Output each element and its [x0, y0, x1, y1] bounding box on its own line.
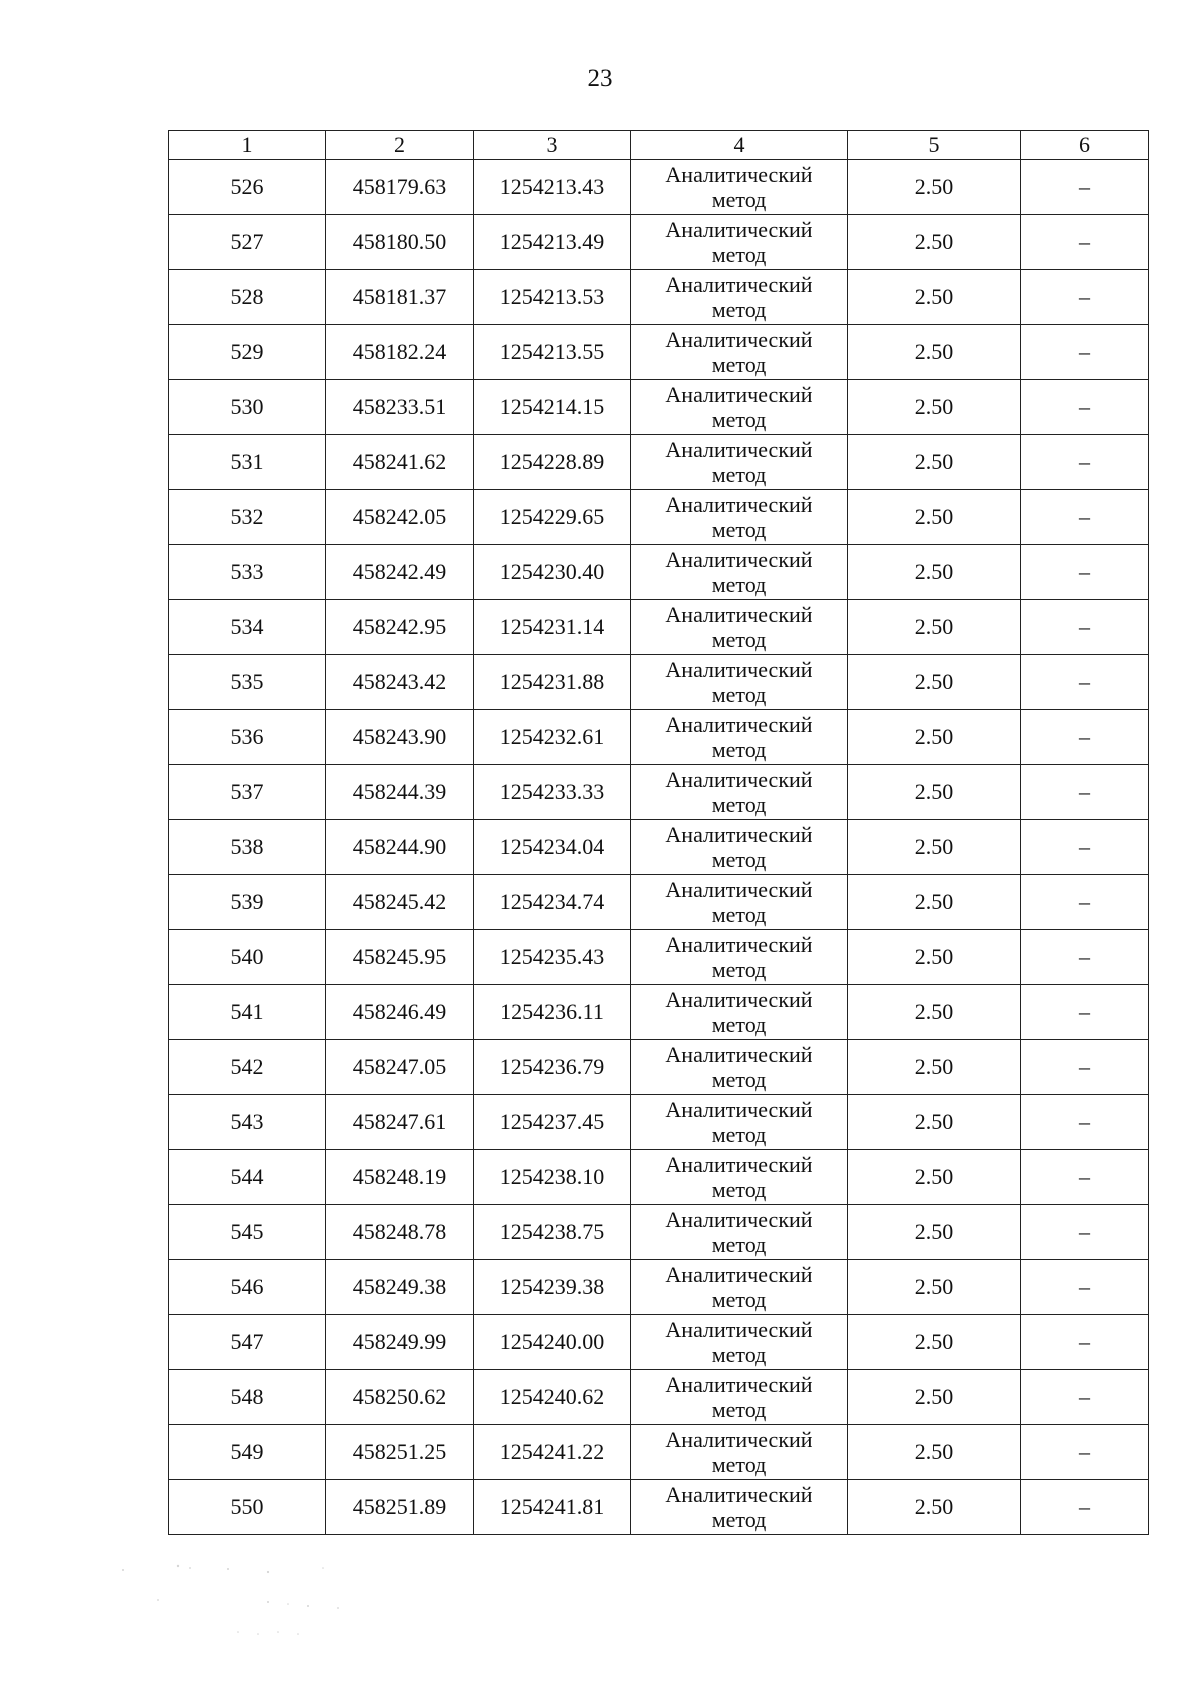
accuracy-cell: 2.50: [848, 160, 1021, 215]
point-number-cell: 545: [169, 1205, 326, 1260]
accuracy-cell: 2.50: [848, 765, 1021, 820]
note-cell: –: [1021, 1095, 1149, 1150]
table-row: [169, 1205, 1149, 1260]
x-coordinate-cell: 458243.90: [326, 710, 474, 765]
y-coordinate-cell: 1254230.40: [474, 545, 631, 600]
x-coordinate-cell: 458251.25: [326, 1425, 474, 1480]
method-line-2: метод: [711, 572, 767, 597]
y-coordinate-cell: 1254234.04: [474, 820, 631, 875]
method-line-2: метод: [711, 1232, 767, 1257]
accuracy-cell: 2.50: [848, 655, 1021, 710]
y-coordinate-cell: 1254238.10: [474, 1150, 631, 1205]
point-number-cell: 550: [169, 1480, 326, 1535]
note-cell: –: [1021, 1480, 1149, 1535]
method-line-1: Аналитический: [665, 327, 813, 352]
method-line-2: метод: [711, 407, 767, 432]
note-cell: –: [1021, 325, 1149, 380]
method-line-2: метод: [711, 792, 767, 817]
y-coordinate-cell: 1254213.53: [474, 270, 631, 325]
method-line-2: метод: [711, 1507, 767, 1532]
method-line-2: метод: [711, 1067, 767, 1092]
accuracy-cell: 2.50: [848, 985, 1021, 1040]
y-coordinate-cell: 1254234.74: [474, 875, 631, 930]
x-coordinate-cell: 458242.95: [326, 600, 474, 655]
y-coordinate-cell: 1254240.00: [474, 1315, 631, 1370]
accuracy-cell: 2.50: [848, 270, 1021, 325]
method-cell: [631, 1315, 848, 1370]
accuracy-cell: 2.50: [848, 820, 1021, 875]
table-body: [169, 160, 1149, 1535]
note-cell: –: [1021, 765, 1149, 820]
method-line-1: Аналитический: [665, 932, 813, 957]
method-line-1: Аналитический: [665, 822, 813, 847]
y-coordinate-cell: 1254214.15: [474, 380, 631, 435]
method-line-2: метод: [711, 242, 767, 267]
method-cell: [631, 490, 848, 545]
method-line-2: метод: [711, 957, 767, 982]
note-cell: –: [1021, 1315, 1149, 1370]
method-line-2: метод: [711, 297, 767, 322]
x-coordinate-cell: 458244.39: [326, 765, 474, 820]
method-cell: [631, 875, 848, 930]
method-line-1: Аналитический: [665, 1207, 813, 1232]
note-cell: –: [1021, 985, 1149, 1040]
accuracy-cell: 2.50: [848, 930, 1021, 985]
point-number-cell: 531: [169, 435, 326, 490]
point-number-cell: 534: [169, 600, 326, 655]
y-coordinate-cell: 1254231.88: [474, 655, 631, 710]
y-coordinate-cell: 1254213.49: [474, 215, 631, 270]
table-row: [169, 765, 1149, 820]
y-coordinate-cell: 1254240.62: [474, 1370, 631, 1425]
point-number-cell: 527: [169, 215, 326, 270]
y-coordinate-cell: 1254236.11: [474, 985, 631, 1040]
note-cell: –: [1021, 1150, 1149, 1205]
note-cell: –: [1021, 1260, 1149, 1315]
accuracy-cell: 2.50: [848, 490, 1021, 545]
y-coordinate-cell: 1254238.75: [474, 1205, 631, 1260]
point-number-cell: 540: [169, 930, 326, 985]
x-coordinate-cell: 458182.24: [326, 325, 474, 380]
point-number-cell: 539: [169, 875, 326, 930]
point-number-cell: 543: [169, 1095, 326, 1150]
x-coordinate-cell: 458246.49: [326, 985, 474, 1040]
accuracy-cell: 2.50: [848, 325, 1021, 380]
method-line-1: Аналитический: [665, 162, 813, 187]
method-cell: [631, 545, 848, 600]
method-line-1: Аналитический: [665, 712, 813, 737]
x-coordinate-cell: 458249.99: [326, 1315, 474, 1370]
y-coordinate-cell: 1254231.14: [474, 600, 631, 655]
note-cell: –: [1021, 1425, 1149, 1480]
point-number-cell: 538: [169, 820, 326, 875]
point-number-cell: 530: [169, 380, 326, 435]
method-line-1: Аналитический: [665, 1317, 813, 1342]
x-coordinate-cell: 458243.42: [326, 655, 474, 710]
method-line-1: Аналитический: [665, 1372, 813, 1397]
accuracy-cell: 2.50: [848, 435, 1021, 490]
method-line-2: метод: [711, 682, 767, 707]
method-cell: [631, 820, 848, 875]
column-header-6: 6: [1021, 131, 1149, 160]
method-line-2: метод: [711, 462, 767, 487]
point-number-cell: 526: [169, 160, 326, 215]
note-cell: –: [1021, 875, 1149, 930]
x-coordinate-cell: 458242.05: [326, 490, 474, 545]
note-cell: –: [1021, 545, 1149, 600]
table-row: [169, 600, 1149, 655]
method-line-1: Аналитический: [665, 1427, 813, 1452]
method-line-1: Аналитический: [665, 1097, 813, 1122]
x-coordinate-cell: 458248.78: [326, 1205, 474, 1260]
y-coordinate-cell: 1254235.43: [474, 930, 631, 985]
table-row: [169, 160, 1149, 215]
accuracy-cell: 2.50: [848, 1040, 1021, 1095]
point-number-cell: 532: [169, 490, 326, 545]
column-header-1: 1: [169, 131, 326, 160]
note-cell: –: [1021, 1370, 1149, 1425]
note-cell: –: [1021, 930, 1149, 985]
method-line-2: метод: [711, 737, 767, 762]
point-number-cell: 533: [169, 545, 326, 600]
note-cell: –: [1021, 215, 1149, 270]
table-row: [169, 215, 1149, 270]
table-row: [169, 1040, 1149, 1095]
method-cell: [631, 270, 848, 325]
table-row: [169, 655, 1149, 710]
table-row: [169, 930, 1149, 985]
note-cell: –: [1021, 600, 1149, 655]
method-line-2: метод: [711, 1012, 767, 1037]
x-coordinate-cell: 458179.63: [326, 160, 474, 215]
column-header-5: 5: [848, 131, 1021, 160]
column-header-2: 2: [326, 131, 474, 160]
table-row: [169, 1150, 1149, 1205]
method-line-1: Аналитический: [665, 547, 813, 572]
note-cell: –: [1021, 160, 1149, 215]
note-cell: –: [1021, 435, 1149, 490]
y-coordinate-cell: 1254228.89: [474, 435, 631, 490]
method-line-2: метод: [711, 1287, 767, 1312]
table-row: [169, 985, 1149, 1040]
accuracy-cell: 2.50: [848, 215, 1021, 270]
table-row: [169, 490, 1149, 545]
x-coordinate-cell: 458249.38: [326, 1260, 474, 1315]
method-cell: [631, 1260, 848, 1315]
header-row: [169, 131, 1149, 160]
accuracy-cell: 2.50: [848, 875, 1021, 930]
method-line-2: метод: [711, 902, 767, 927]
method-line-1: Аналитический: [665, 1262, 813, 1287]
table-row: [169, 710, 1149, 765]
method-line-2: метод: [711, 517, 767, 542]
x-coordinate-cell: 458250.62: [326, 1370, 474, 1425]
method-line-1: Аналитический: [665, 437, 813, 462]
note-cell: –: [1021, 380, 1149, 435]
method-line-1: Аналитический: [665, 987, 813, 1012]
y-coordinate-cell: 1254241.81: [474, 1480, 631, 1535]
method-cell: [631, 985, 848, 1040]
method-line-2: метод: [711, 187, 767, 212]
x-coordinate-cell: 458247.61: [326, 1095, 474, 1150]
method-cell: [631, 215, 848, 270]
table-row: [169, 270, 1149, 325]
method-line-1: Аналитический: [665, 657, 813, 682]
method-cell: [631, 600, 848, 655]
accuracy-cell: 2.50: [848, 380, 1021, 435]
note-cell: –: [1021, 490, 1149, 545]
accuracy-cell: 2.50: [848, 1480, 1021, 1535]
method-line-1: Аналитический: [665, 382, 813, 407]
method-cell: [631, 710, 848, 765]
y-coordinate-cell: 1254237.45: [474, 1095, 631, 1150]
note-cell: –: [1021, 710, 1149, 765]
method-line-2: метод: [711, 352, 767, 377]
column-header-4: 4: [631, 131, 848, 160]
point-number-cell: 541: [169, 985, 326, 1040]
method-line-1: Аналитический: [665, 272, 813, 297]
accuracy-cell: 2.50: [848, 1425, 1021, 1480]
point-number-cell: 549: [169, 1425, 326, 1480]
y-coordinate-cell: 1254239.38: [474, 1260, 631, 1315]
table-row: [169, 325, 1149, 380]
method-line-1: Аналитический: [665, 1482, 813, 1507]
method-cell: [631, 1370, 848, 1425]
y-coordinate-cell: 1254232.61: [474, 710, 631, 765]
table-header: [169, 131, 1149, 160]
accuracy-cell: 2.50: [848, 600, 1021, 655]
table-row: [169, 1480, 1149, 1535]
method-cell: [631, 1425, 848, 1480]
point-number-cell: 529: [169, 325, 326, 380]
table-row: [169, 1370, 1149, 1425]
x-coordinate-cell: 458245.95: [326, 930, 474, 985]
accuracy-cell: 2.50: [848, 1205, 1021, 1260]
method-cell: [631, 160, 848, 215]
table-row: [169, 545, 1149, 600]
table-row: [169, 380, 1149, 435]
note-cell: –: [1021, 1040, 1149, 1095]
method-line-2: метод: [711, 1342, 767, 1367]
method-line-1: Аналитический: [665, 602, 813, 627]
accuracy-cell: 2.50: [848, 1370, 1021, 1425]
coordinates-table: [168, 130, 1149, 1535]
accuracy-cell: 2.50: [848, 545, 1021, 600]
x-coordinate-cell: 458180.50: [326, 215, 474, 270]
method-cell: [631, 435, 848, 490]
point-number-cell: 546: [169, 1260, 326, 1315]
method-cell: [631, 1095, 848, 1150]
x-coordinate-cell: 458233.51: [326, 380, 474, 435]
method-line-1: Аналитический: [665, 1152, 813, 1177]
point-number-cell: 528: [169, 270, 326, 325]
method-cell: [631, 655, 848, 710]
y-coordinate-cell: 1254213.55: [474, 325, 631, 380]
method-cell: [631, 765, 848, 820]
method-line-2: метод: [711, 627, 767, 652]
x-coordinate-cell: 458244.90: [326, 820, 474, 875]
page-number: 23: [587, 65, 613, 92]
table-row: [169, 875, 1149, 930]
accuracy-cell: 2.50: [848, 1150, 1021, 1205]
x-coordinate-cell: 458251.89: [326, 1480, 474, 1535]
method-line-2: метод: [711, 1122, 767, 1147]
method-line-1: Аналитический: [665, 877, 813, 902]
method-cell: [631, 1480, 848, 1535]
method-line-2: метод: [711, 847, 767, 872]
accuracy-cell: 2.50: [848, 710, 1021, 765]
y-coordinate-cell: 1254233.33: [474, 765, 631, 820]
x-coordinate-cell: 458245.42: [326, 875, 474, 930]
y-coordinate-cell: 1254241.22: [474, 1425, 631, 1480]
point-number-cell: 535: [169, 655, 326, 710]
accuracy-cell: 2.50: [848, 1095, 1021, 1150]
method-cell: [631, 930, 848, 985]
point-number-cell: 536: [169, 710, 326, 765]
method-cell: [631, 325, 848, 380]
point-number-cell: 548: [169, 1370, 326, 1425]
x-coordinate-cell: 458181.37: [326, 270, 474, 325]
table-row: [169, 435, 1149, 490]
table-row: [169, 1095, 1149, 1150]
column-header-3: 3: [474, 131, 631, 160]
method-cell: [631, 380, 848, 435]
x-coordinate-cell: 458242.49: [326, 545, 474, 600]
method-line-1: Аналитический: [665, 217, 813, 242]
table-row: [169, 1315, 1149, 1370]
method-line-1: Аналитический: [665, 767, 813, 792]
y-coordinate-cell: 1254213.43: [474, 160, 631, 215]
y-coordinate-cell: 1254236.79: [474, 1040, 631, 1095]
note-cell: –: [1021, 655, 1149, 710]
table-row: [169, 1260, 1149, 1315]
method-cell: [631, 1150, 848, 1205]
note-cell: –: [1021, 820, 1149, 875]
point-number-cell: 537: [169, 765, 326, 820]
method-line-2: метод: [711, 1177, 767, 1202]
note-cell: –: [1021, 270, 1149, 325]
note-cell: –: [1021, 1205, 1149, 1260]
method-line-2: метод: [711, 1397, 767, 1422]
method-cell: [631, 1040, 848, 1095]
table-row: [169, 1425, 1149, 1480]
x-coordinate-cell: 458248.19: [326, 1150, 474, 1205]
method-line-1: Аналитический: [665, 492, 813, 517]
x-coordinate-cell: 458241.62: [326, 435, 474, 490]
point-number-cell: 542: [169, 1040, 326, 1095]
method-line-2: метод: [711, 1452, 767, 1477]
method-cell: [631, 1205, 848, 1260]
table-row: [169, 820, 1149, 875]
point-number-cell: 544: [169, 1150, 326, 1205]
accuracy-cell: 2.50: [848, 1315, 1021, 1370]
y-coordinate-cell: 1254229.65: [474, 490, 631, 545]
method-line-1: Аналитический: [665, 1042, 813, 1067]
scan-noise-mark: [118, 1560, 378, 1640]
accuracy-cell: 2.50: [848, 1260, 1021, 1315]
x-coordinate-cell: 458247.05: [326, 1040, 474, 1095]
point-number-cell: 547: [169, 1315, 326, 1370]
